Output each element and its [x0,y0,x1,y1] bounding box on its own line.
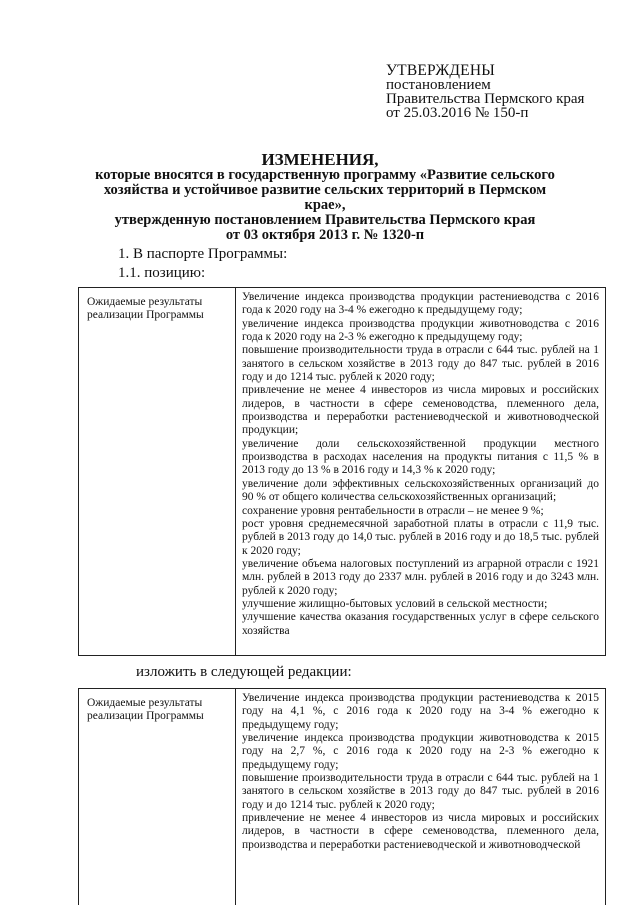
list-item: повышение производительности труда в отрасли с 644 тыс. рублей на 1 занятого в сельском хозяйстве в 2013 году до 847 тыс. рублей в 2016 году и до 1214 тыс. рублей к 2020 году; [242,772,599,811]
list-item: увеличение доли сельскохозяйственной продукции местного производства в расходах населения на продукты питания с 11,5 % в 2013 году до 13 % в 2016 году и 14,3 % к 2020 году; [242,437,599,477]
approval-line: Правительства Пермского края [386,91,585,107]
approval-line: от 25.03.2016 № 150-п [386,105,529,121]
restate-instruction: изложить в следующей редакции: [136,664,352,680]
table-label-cell: Ожидаемые результаты реализации Программы [79,689,236,905]
list-item: рост уровня среднемесячной заработной платы в отрасли с 11,9 тыс. рублей в 2013 году до 14,0 тыс. рублей в 2016 году и до 18,5 тыс. рублей к 2020 году; [242,517,599,557]
list-item: повышение производительности труда в отрасли с 644 тыс. рублей на 1 занятого в сельском хозяйстве в 2013 году до 847 тыс. рублей в 2016 году и до 1214 тыс. рублей к 2020 году; [242,344,599,384]
table-label-cell: Ожидаемые результаты реализации Программы [79,288,236,655]
results-table-new [78,688,606,905]
list-item: увеличение доли эффективных сельскохозяйственных организаций до 90 % от общего количества сельскохозяйственных организаций; [242,477,599,504]
list-item: улучшение качества оказания государственных услуг в сфере сельского хозяйства [242,611,599,637]
subtitle-line: хозяйства и устойчивое развитие сельских территорий в Пермском крае», [103,182,547,213]
subsection-heading: 1.1. позицию: [118,265,206,281]
list-item: Увеличение индекса производства продукции растениеводства к 2015 году на 4,1 %, с 2016 года к 2020 году на 3-4 % ежегодно к предыдущему году; [242,692,599,731]
list-item: увеличение индекса производства продукции животноводства к 2015 году на 2,7 %, с 2016 года к 2020 году на 2-3 % ежегодно к предыдущему году; [242,732,599,771]
approval-heading: УТВЕРЖДЕНЫ [386,62,495,79]
table-content-cell [236,288,605,655]
list-item: привлечение не менее 4 инвесторов из числа мировых и российских лидеров, в частности в сфере семеноводства, племенного дела, производства и переработки растениеводческой и животноводческой продукции; [242,384,599,437]
list-item: улучшение жилищно-бытовых условий в сельской местности; [242,597,548,610]
list-item: увеличение объема налоговых поступлений из аграрной отрасли с 1921 млн. рублей в 2013 году до 2337 млн. рублей в 2016 году и до 3243 млн. рублей к 2020 году; [242,557,599,597]
document-title: ИЗМЕНЕНИЯ, [261,150,379,169]
subtitle-line: утвержденную постановлением Правительства Пермского края [114,212,536,228]
approval-line: постановлением [386,77,491,93]
section-heading: 1. В паспорте Программы: [118,246,288,262]
list-item: привлечение не менее 4 инвесторов из числа мировых и российских лидеров, в частности в сфере семеноводства, племенного дела, производства и переработки растениеводческой и животноводческой [242,812,599,851]
list-item: сохранение уровня рентабельности в отрасли – не менее 9 %; [242,504,544,517]
document-subtitle [90,168,560,243]
subtitle-line: от 03 октября 2013 г. № 1320-п [225,227,425,243]
approval-stamp [386,64,584,120]
table-content-cell [236,689,605,905]
results-table-current [78,287,606,656]
list-item: Увеличение индекса производства продукции растениеводства с 2016 года к 2020 году на 3-4 % ежегодно к предыдущему году; [242,291,599,317]
list-item: увеличение индекса производства продукции животноводства с 2016 года к 2020 году на 2-3 % ежегодно к предыдущему году; [242,317,599,344]
subtitle-line: которые вносятся в государственную программу «Развитие сельского [95,167,555,183]
